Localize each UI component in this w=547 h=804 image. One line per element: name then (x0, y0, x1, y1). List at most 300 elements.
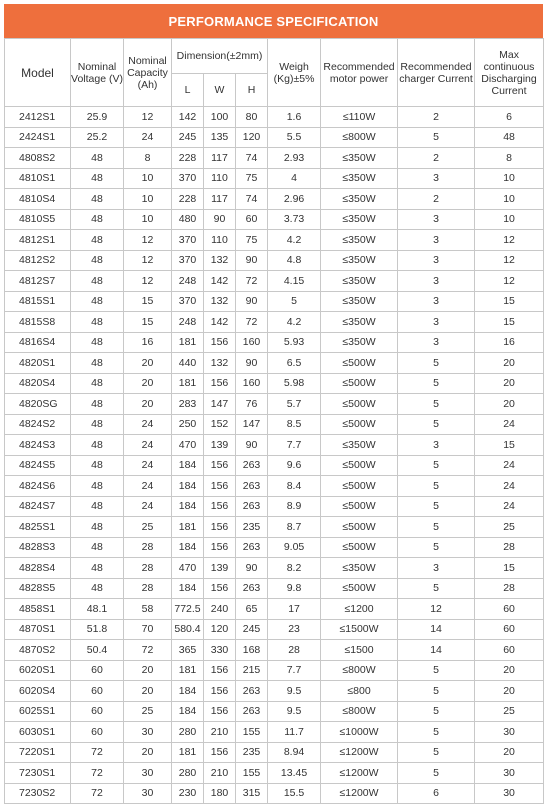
cell-voltage: 48 (71, 373, 124, 394)
cell-length: 470 (172, 435, 204, 456)
cell-charger-current: 5 (398, 763, 475, 784)
cell-height: 263 (236, 537, 268, 558)
cell-discharge-current: 28 (475, 578, 544, 599)
cell-charger-current: 3 (398, 250, 475, 271)
cell-model: 4858S1 (5, 599, 71, 620)
cell-capacity: 72 (124, 640, 172, 661)
cell-motor-power: ≤1200 (321, 599, 398, 620)
cell-weight: 13.45 (268, 763, 321, 784)
cell-voltage: 50.4 (71, 640, 124, 661)
cell-motor-power: ≤350W (321, 435, 398, 456)
cell-height: 147 (236, 414, 268, 435)
cell-motor-power: ≤350W (321, 332, 398, 353)
cell-length: 181 (172, 373, 204, 394)
cell-model: 7230S1 (5, 763, 71, 784)
cell-capacity: 15 (124, 312, 172, 333)
cell-height: 168 (236, 640, 268, 661)
cell-voltage: 25.9 (71, 107, 124, 128)
cell-width: 156 (204, 455, 236, 476)
cell-weight: 28 (268, 640, 321, 661)
table-row (5, 291, 544, 312)
cell-width: 180 (204, 783, 236, 804)
cell-weight: 15.5 (268, 783, 321, 804)
cell-width: 156 (204, 373, 236, 394)
cell-discharge-current: 24 (475, 496, 544, 517)
cell-model: 4810S5 (5, 209, 71, 230)
cell-height: 74 (236, 189, 268, 210)
cell-weight: 7.7 (268, 435, 321, 456)
table-row (5, 783, 544, 804)
cell-capacity: 15 (124, 291, 172, 312)
cell-width: 156 (204, 517, 236, 538)
cell-height: 75 (236, 168, 268, 189)
cell-width: 156 (204, 681, 236, 702)
cell-charger-current: 5 (398, 455, 475, 476)
cell-model: 2412S1 (5, 107, 71, 128)
cell-length: 772.5 (172, 599, 204, 620)
cell-voltage: 48 (71, 414, 124, 435)
cell-weight: 5.98 (268, 373, 321, 394)
cell-width: 240 (204, 599, 236, 620)
cell-discharge-current: 16 (475, 332, 544, 353)
cell-weight: 3.73 (268, 209, 321, 230)
cell-voltage: 48 (71, 435, 124, 456)
cell-charger-current: 3 (398, 435, 475, 456)
cell-model: 4816S4 (5, 332, 71, 353)
cell-charger-current: 12 (398, 599, 475, 620)
cell-motor-power: ≤350W (321, 250, 398, 271)
cell-motor-power: ≤800W (321, 660, 398, 681)
cell-length: 228 (172, 148, 204, 169)
cell-weight: 4.8 (268, 250, 321, 271)
cell-charger-current: 5 (398, 722, 475, 743)
cell-voltage: 48 (71, 455, 124, 476)
cell-length: 228 (172, 189, 204, 210)
cell-height: 160 (236, 332, 268, 353)
cell-length: 370 (172, 291, 204, 312)
cell-weight: 4.2 (268, 312, 321, 333)
cell-length: 250 (172, 414, 204, 435)
cell-model: 6020S4 (5, 681, 71, 702)
cell-voltage: 48 (71, 332, 124, 353)
cell-width: 110 (204, 168, 236, 189)
cell-height: 263 (236, 496, 268, 517)
header-dim-h: H (236, 74, 268, 107)
cell-discharge-current: 20 (475, 660, 544, 681)
cell-voltage: 60 (71, 681, 124, 702)
table-row (5, 332, 544, 353)
cell-weight: 6.5 (268, 353, 321, 374)
header-dimension: Dimension(±2mm) (172, 39, 268, 74)
cell-width: 156 (204, 660, 236, 681)
table-row (5, 742, 544, 763)
cell-charger-current: 3 (398, 271, 475, 292)
header-charger-current: Recommended charger Current (398, 39, 475, 107)
cell-height: 74 (236, 148, 268, 169)
table-title: PERFORMANCE SPECIFICATION (4, 4, 543, 38)
spec-table (4, 38, 544, 804)
cell-discharge-current: 28 (475, 537, 544, 558)
cell-discharge-current: 12 (475, 250, 544, 271)
cell-voltage: 25.2 (71, 127, 124, 148)
cell-capacity: 20 (124, 681, 172, 702)
cell-length: 248 (172, 312, 204, 333)
cell-length: 370 (172, 168, 204, 189)
cell-model: 4828S4 (5, 558, 71, 579)
cell-length: 181 (172, 660, 204, 681)
cell-height: 263 (236, 681, 268, 702)
header-model: Model (5, 39, 71, 107)
cell-model: 4870S1 (5, 619, 71, 640)
cell-width: 139 (204, 558, 236, 579)
cell-length: 184 (172, 701, 204, 722)
cell-capacity: 24 (124, 414, 172, 435)
cell-weight: 9.5 (268, 681, 321, 702)
cell-charger-current: 2 (398, 189, 475, 210)
cell-model: 4812S7 (5, 271, 71, 292)
cell-charger-current: 2 (398, 148, 475, 169)
cell-motor-power: ≤500W (321, 496, 398, 517)
cell-motor-power: ≤350W (321, 558, 398, 579)
cell-capacity: 28 (124, 578, 172, 599)
cell-discharge-current: 30 (475, 722, 544, 743)
cell-width: 156 (204, 578, 236, 599)
cell-motor-power: ≤350W (321, 291, 398, 312)
cell-model: 4808S2 (5, 148, 71, 169)
table-row (5, 148, 544, 169)
cell-height: 263 (236, 701, 268, 722)
cell-weight: 4.15 (268, 271, 321, 292)
cell-width: 117 (204, 189, 236, 210)
cell-charger-current: 3 (398, 168, 475, 189)
table-row (5, 640, 544, 661)
cell-length: 440 (172, 353, 204, 374)
cell-model: 4824S5 (5, 455, 71, 476)
cell-length: 230 (172, 783, 204, 804)
cell-motor-power: ≤1200W (321, 742, 398, 763)
cell-charger-current: 5 (398, 742, 475, 763)
cell-charger-current: 3 (398, 209, 475, 230)
table-row (5, 353, 544, 374)
cell-height: 160 (236, 373, 268, 394)
cell-model: 4820S4 (5, 373, 71, 394)
cell-model: 4824S2 (5, 414, 71, 435)
cell-length: 370 (172, 250, 204, 271)
cell-model: 6025S1 (5, 701, 71, 722)
cell-discharge-current: 15 (475, 435, 544, 456)
cell-width: 120 (204, 619, 236, 640)
table-row (5, 722, 544, 743)
cell-discharge-current: 10 (475, 189, 544, 210)
cell-voltage: 72 (71, 763, 124, 784)
cell-weight: 9.6 (268, 455, 321, 476)
cell-weight: 8.7 (268, 517, 321, 538)
cell-capacity: 24 (124, 455, 172, 476)
table-row (5, 660, 544, 681)
cell-discharge-current: 60 (475, 640, 544, 661)
table-row (5, 537, 544, 558)
table-row (5, 763, 544, 784)
cell-motor-power: ≤350W (321, 230, 398, 251)
header-capacity: Nominal Capacity (Ah) (124, 39, 172, 107)
cell-charger-current: 3 (398, 558, 475, 579)
cell-discharge-current: 60 (475, 599, 544, 620)
cell-weight: 8.5 (268, 414, 321, 435)
cell-motor-power: ≤800W (321, 127, 398, 148)
table-row (5, 701, 544, 722)
cell-capacity: 30 (124, 722, 172, 743)
cell-motor-power: ≤500W (321, 517, 398, 538)
cell-width: 156 (204, 476, 236, 497)
cell-height: 155 (236, 722, 268, 743)
cell-motor-power: ≤500W (321, 578, 398, 599)
cell-height: 90 (236, 435, 268, 456)
cell-length: 184 (172, 578, 204, 599)
cell-length: 181 (172, 742, 204, 763)
cell-height: 263 (236, 476, 268, 497)
cell-capacity: 20 (124, 742, 172, 763)
cell-model: 4824S3 (5, 435, 71, 456)
cell-motor-power: ≤500W (321, 353, 398, 374)
cell-model: 4828S3 (5, 537, 71, 558)
cell-weight: 1.6 (268, 107, 321, 128)
table-row (5, 455, 544, 476)
cell-height: 235 (236, 517, 268, 538)
cell-voltage: 60 (71, 660, 124, 681)
cell-motor-power: ≤800 (321, 681, 398, 702)
table-row (5, 312, 544, 333)
cell-voltage: 48 (71, 312, 124, 333)
cell-motor-power: ≤350W (321, 148, 398, 169)
cell-model: 4812S1 (5, 230, 71, 251)
cell-model: 7230S2 (5, 783, 71, 804)
cell-width: 156 (204, 496, 236, 517)
cell-capacity: 28 (124, 558, 172, 579)
cell-voltage: 48 (71, 353, 124, 374)
cell-voltage: 60 (71, 701, 124, 722)
cell-length: 184 (172, 496, 204, 517)
cell-length: 245 (172, 127, 204, 148)
cell-length: 248 (172, 271, 204, 292)
header-motor-power: Recommended motor power (321, 39, 398, 107)
cell-length: 470 (172, 558, 204, 579)
cell-discharge-current: 15 (475, 312, 544, 333)
cell-model: 4828S5 (5, 578, 71, 599)
table-row (5, 476, 544, 497)
cell-height: 80 (236, 107, 268, 128)
table-row (5, 558, 544, 579)
cell-width: 132 (204, 250, 236, 271)
cell-model: 2424S1 (5, 127, 71, 148)
cell-width: 135 (204, 127, 236, 148)
cell-weight: 2.93 (268, 148, 321, 169)
cell-length: 283 (172, 394, 204, 415)
cell-charger-current: 3 (398, 291, 475, 312)
cell-length: 480 (172, 209, 204, 230)
cell-capacity: 12 (124, 107, 172, 128)
cell-voltage: 48 (71, 148, 124, 169)
cell-weight: 9.05 (268, 537, 321, 558)
cell-discharge-current: 30 (475, 783, 544, 804)
cell-voltage: 48 (71, 537, 124, 558)
cell-length: 280 (172, 763, 204, 784)
cell-model: 4812S2 (5, 250, 71, 271)
cell-capacity: 25 (124, 517, 172, 538)
cell-capacity: 10 (124, 209, 172, 230)
cell-capacity: 20 (124, 394, 172, 415)
header-dim-w: W (204, 74, 236, 107)
cell-width: 330 (204, 640, 236, 661)
cell-width: 156 (204, 537, 236, 558)
cell-charger-current: 5 (398, 578, 475, 599)
cell-capacity: 28 (124, 537, 172, 558)
cell-motor-power: ≤350W (321, 168, 398, 189)
cell-model: 4825S1 (5, 517, 71, 538)
cell-weight: 5.7 (268, 394, 321, 415)
cell-charger-current: 5 (398, 660, 475, 681)
cell-motor-power: ≤350W (321, 189, 398, 210)
cell-voltage: 48 (71, 496, 124, 517)
cell-capacity: 58 (124, 599, 172, 620)
cell-height: 245 (236, 619, 268, 640)
cell-length: 142 (172, 107, 204, 128)
cell-voltage: 72 (71, 783, 124, 804)
cell-charger-current: 5 (398, 517, 475, 538)
table-row (5, 209, 544, 230)
cell-discharge-current: 20 (475, 742, 544, 763)
table-row (5, 394, 544, 415)
cell-motor-power: ≤350W (321, 271, 398, 292)
cell-motor-power: ≤1200W (321, 783, 398, 804)
cell-voltage: 72 (71, 742, 124, 763)
cell-discharge-current: 60 (475, 619, 544, 640)
cell-length: 280 (172, 722, 204, 743)
cell-motor-power: ≤1500 (321, 640, 398, 661)
cell-discharge-current: 20 (475, 353, 544, 374)
cell-height: 72 (236, 312, 268, 333)
cell-width: 142 (204, 271, 236, 292)
cell-width: 142 (204, 312, 236, 333)
cell-width: 90 (204, 209, 236, 230)
table-row (5, 127, 544, 148)
cell-height: 72 (236, 271, 268, 292)
cell-motor-power: ≤500W (321, 476, 398, 497)
cell-model: 7220S1 (5, 742, 71, 763)
cell-height: 90 (236, 353, 268, 374)
cell-motor-power: ≤1200W (321, 763, 398, 784)
cell-height: 120 (236, 127, 268, 148)
cell-capacity: 24 (124, 127, 172, 148)
cell-motor-power: ≤500W (321, 373, 398, 394)
cell-width: 210 (204, 722, 236, 743)
cell-motor-power: ≤350W (321, 209, 398, 230)
table-row (5, 107, 544, 128)
cell-weight: 8.4 (268, 476, 321, 497)
cell-length: 184 (172, 455, 204, 476)
cell-weight: 5 (268, 291, 321, 312)
cell-capacity: 30 (124, 783, 172, 804)
table-row (5, 578, 544, 599)
cell-discharge-current: 15 (475, 558, 544, 579)
cell-discharge-current: 12 (475, 271, 544, 292)
cell-voltage: 48 (71, 189, 124, 210)
cell-motor-power: ≤1000W (321, 722, 398, 743)
cell-capacity: 20 (124, 353, 172, 374)
cell-discharge-current: 8 (475, 148, 544, 169)
cell-capacity: 8 (124, 148, 172, 169)
cell-model: 4815S1 (5, 291, 71, 312)
cell-weight: 4 (268, 168, 321, 189)
cell-discharge-current: 10 (475, 209, 544, 230)
cell-voltage: 48 (71, 168, 124, 189)
cell-weight: 11.7 (268, 722, 321, 743)
cell-voltage: 48 (71, 558, 124, 579)
cell-discharge-current: 24 (475, 476, 544, 497)
cell-voltage: 48 (71, 517, 124, 538)
cell-capacity: 24 (124, 435, 172, 456)
cell-discharge-current: 24 (475, 414, 544, 435)
cell-height: 155 (236, 763, 268, 784)
cell-capacity: 25 (124, 701, 172, 722)
cell-model: 4824S7 (5, 496, 71, 517)
cell-height: 90 (236, 291, 268, 312)
cell-motor-power: ≤350W (321, 312, 398, 333)
cell-height: 90 (236, 558, 268, 579)
cell-voltage: 48 (71, 476, 124, 497)
cell-motor-power: ≤500W (321, 537, 398, 558)
table-row (5, 414, 544, 435)
table-row (5, 250, 544, 271)
cell-length: 184 (172, 476, 204, 497)
header-weight: Weigh (Kg)±5% (268, 39, 321, 107)
cell-voltage: 51.8 (71, 619, 124, 640)
cell-height: 263 (236, 455, 268, 476)
cell-width: 132 (204, 291, 236, 312)
table-row (5, 496, 544, 517)
cell-discharge-current: 15 (475, 291, 544, 312)
cell-motor-power: ≤1500W (321, 619, 398, 640)
cell-weight: 9.8 (268, 578, 321, 599)
cell-length: 365 (172, 640, 204, 661)
cell-capacity: 70 (124, 619, 172, 640)
cell-voltage: 60 (71, 722, 124, 743)
cell-capacity: 12 (124, 271, 172, 292)
header-voltage: Nominal Voltage (V) (71, 39, 124, 107)
table-row (5, 271, 544, 292)
cell-weight: 5.5 (268, 127, 321, 148)
cell-charger-current: 6 (398, 783, 475, 804)
cell-length: 181 (172, 332, 204, 353)
cell-discharge-current: 20 (475, 373, 544, 394)
cell-model: 4820SG (5, 394, 71, 415)
cell-width: 117 (204, 148, 236, 169)
cell-capacity: 20 (124, 373, 172, 394)
cell-model: 6030S1 (5, 722, 71, 743)
cell-width: 210 (204, 763, 236, 784)
cell-discharge-current: 25 (475, 701, 544, 722)
table-row (5, 230, 544, 251)
cell-weight: 9.5 (268, 701, 321, 722)
table-row (5, 189, 544, 210)
cell-charger-current: 5 (398, 681, 475, 702)
cell-charger-current: 2 (398, 107, 475, 128)
cell-width: 132 (204, 353, 236, 374)
cell-weight: 5.93 (268, 332, 321, 353)
cell-motor-power: ≤110W (321, 107, 398, 128)
cell-discharge-current: 24 (475, 455, 544, 476)
cell-model: 4820S1 (5, 353, 71, 374)
cell-capacity: 30 (124, 763, 172, 784)
